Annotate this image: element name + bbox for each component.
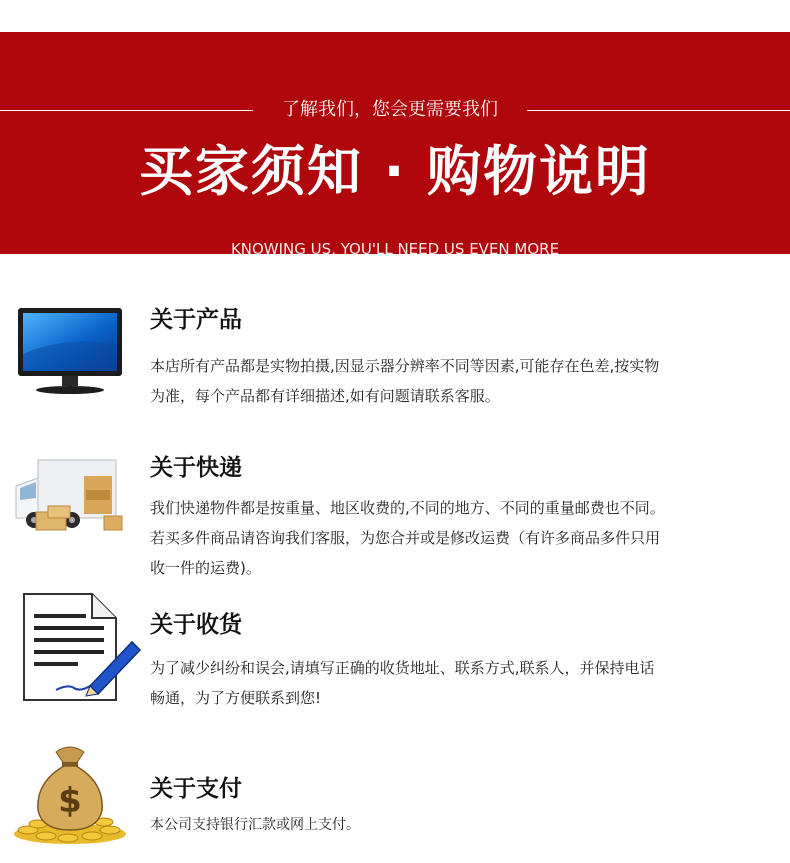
- banner-title: 买家须知 · 购物说明: [138, 140, 652, 203]
- section-heading: 关于快递: [150, 455, 242, 481]
- section-body: [150, 653, 780, 713]
- body-line: 收一件的运费)。: [150, 559, 261, 577]
- monitor-icon: [14, 306, 126, 400]
- section-body: [150, 351, 780, 411]
- section-body: [150, 810, 780, 840]
- body-line: 我们快递物件都是按重量、地区收费的,不同的地方、不同的重量邮费也不同。: [150, 499, 665, 517]
- body-line: 本公司支持银行汇款或网上支付。: [150, 817, 360, 833]
- banner-subtitle-english: KNOWING US, YOU'LL NEED US EVEN MORE: [230, 240, 560, 258]
- section-body: [150, 493, 780, 583]
- money-bag-icon: [10, 738, 130, 850]
- divider-line-left: [0, 110, 253, 111]
- body-line: 畅通，为了方便联系到您!: [150, 689, 322, 707]
- banner-subtitle: 了解我们，您会更需要我们: [282, 99, 498, 120]
- body-line: 为了减少纠纷和误会,请填写正确的收货地址、联系方式,联系人，并保持电话: [150, 659, 655, 677]
- section-heading: 关于收货: [150, 612, 242, 638]
- body-line: 若买多件商品请咨询我们客服，为您合并或是修改运费（有许多商品多件只用: [150, 529, 661, 547]
- body-line: 本店所有产品都是实物拍摄,因显示器分辨率不同等因素,可能存在色差,按实物: [150, 357, 660, 375]
- delivery-truck-icon: [12, 454, 128, 546]
- document-pen-icon: [20, 590, 144, 710]
- divider-line-right: [527, 110, 790, 111]
- header-banner: [0, 32, 790, 258]
- section-heading: 关于支付: [150, 776, 242, 802]
- body-line: 为准，每个产品都有详细描述,如有问题请联系客服。: [150, 387, 500, 405]
- section-heading: 关于产品: [150, 307, 242, 333]
- svg-text:$: $: [58, 781, 82, 821]
